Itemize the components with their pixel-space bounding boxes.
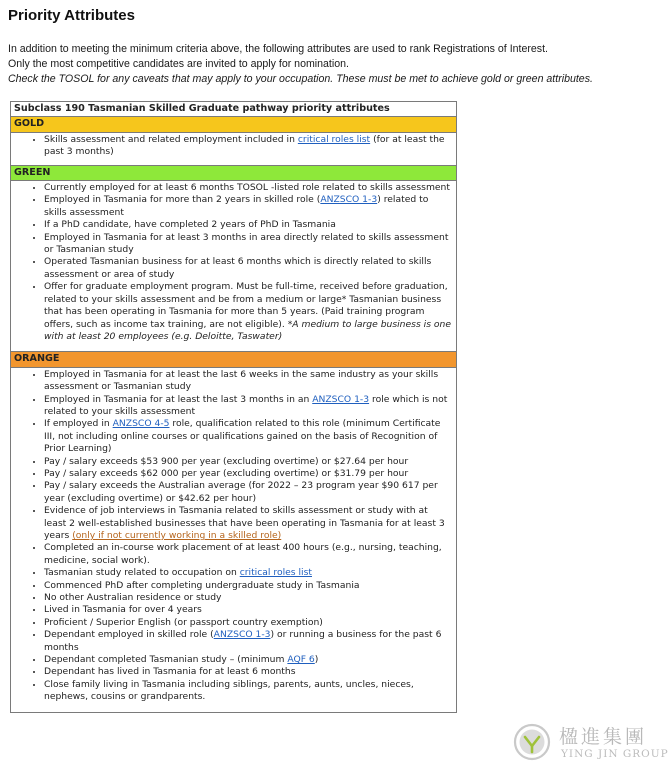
priority-attributes-table bbox=[10, 101, 457, 713]
critical-roles-link[interactable]: critical roles list bbox=[239, 567, 312, 579]
list-item: • Pay / salary exceeds the Australian average (for 2022 – 23 program year $90 617 per year (excluding overtime) or $42.62 per hour) bbox=[44, 480, 452, 505]
list-item: • Employed in Tasmania for more than 2 years in skilled role (ANZSCO 1-3) related to skills assessment bbox=[44, 194, 452, 219]
list-item: • Close family living in Tasmania including siblings, parents, aunts, uncles, nieces, nephews, cousins or grandparents. bbox=[44, 679, 452, 704]
anzsco-1-3-link[interactable]: ANZSCO 1-3 bbox=[213, 629, 271, 641]
business-size-note: *A medium to large business is one with at least 20 employees (e.g. Deloitte, Taswater) bbox=[44, 318, 452, 342]
orange-list bbox=[15, 369, 452, 704]
critical-roles-link[interactable]: critical roles list bbox=[297, 133, 371, 145]
logo-english-name: YING JIN GROUP bbox=[561, 748, 669, 760]
not-skilled-role-link[interactable]: (only if not currently working in a skilled role) bbox=[72, 530, 282, 541]
list-item: • Dependant has lived in Tasmania for at least 6 months bbox=[44, 666, 452, 678]
anzsco-1-3-link[interactable]: ANZSCO 1-3 bbox=[320, 194, 378, 206]
ying-jin-emblem-icon bbox=[512, 722, 552, 762]
intro-line-3: Check the TOSOL for any caveats that may apply to your occupation. These must be met to achieve gold or green attributes. bbox=[8, 73, 593, 85]
list-item: • If employed in ANZSCO 4-5 role, qualification related to this role (minimum Certificate III, not including online courses or qualifications gained on the basis of Recognition of Prior Learning) bbox=[44, 418, 452, 455]
anzsco-1-3-link[interactable]: ANZSCO 1-3 bbox=[312, 393, 370, 405]
list-item: • Offer for graduate employment program. Must be full-time, received before graduation, related to your skills assessment and be from a medium or large* Tasmanian business that has been operating in Tasmania for more than 5 years. (Paid training program offers, such as income tax training, are not eligible). *A medium to large business is one with at least 20 employees (e.g. Deloitte, Taswater) bbox=[44, 281, 452, 343]
intro-line-2: Only the most competitive candidates are invited to apply for nomination. bbox=[8, 58, 349, 70]
list-item: • Pay / salary exceeds $53 900 per year (excluding overtime) or $27.64 per hour bbox=[44, 456, 452, 468]
list-item: • Lived in Tasmania for over 4 years bbox=[44, 604, 452, 616]
list-item: • Evidence of job interviews in Tasmania related to skills assessment or study with at least 2 well-established businesses that have been operating in Tasmania for at least 3 years (only if not currently working in a skilled role) bbox=[44, 505, 452, 542]
list-item: • Employed in Tasmania for at least 3 months in area directly related to skills assessment or Tasmanian study bbox=[44, 232, 452, 257]
green-section bbox=[11, 181, 456, 351]
intro-line-1: In addition to meeting the minimum criteria above, the following attributes are used to rank Registrations of Interest. bbox=[8, 43, 548, 55]
watermark-logo bbox=[512, 720, 669, 764]
page-heading: Priority Attributes bbox=[8, 7, 135, 24]
orange-section bbox=[11, 368, 456, 712]
anzsco-4-5-link[interactable]: ANZSCO 4-5 bbox=[112, 418, 170, 430]
gold-section bbox=[11, 133, 456, 166]
green-band: GREEN bbox=[11, 166, 456, 181]
green-list bbox=[15, 182, 452, 343]
list-item: • Dependant employed in skilled role (ANZSCO 1-3) or running a business for the past 6 months bbox=[44, 629, 452, 654]
gold-band: GOLD bbox=[11, 117, 456, 132]
list-item: • Commenced PhD after completing undergraduate study in Tasmania bbox=[44, 580, 452, 592]
list-item: • Completed an in-course work placement of at least 400 hours (e.g., nursing, teaching, medicine, social work). bbox=[44, 542, 452, 567]
list-item: • Operated Tasmanian business for at least 6 months which is directly related to skills assessment or area of study bbox=[44, 256, 452, 281]
aqf-6-link[interactable]: AQF 6 bbox=[287, 654, 315, 666]
list-item: • Tasmanian study related to occupation on critical roles list bbox=[44, 567, 452, 579]
list-item: • Pay / salary exceeds $62 000 per year (excluding overtime) or $31.79 per hour bbox=[44, 468, 452, 480]
list-item: • Currently employed for at least 6 months TOSOL -listed role related to skills assessment bbox=[44, 182, 452, 194]
list-item: • Skills assessment and related employment included in critical roles list (for at least the past 3 months) bbox=[44, 134, 452, 159]
intro-text bbox=[8, 42, 672, 87]
logo-chinese-name: 楹進集團 bbox=[559, 726, 648, 748]
list-item: • No other Australian residence or study bbox=[44, 592, 452, 604]
list-item: • Employed in Tasmania for at least the last 3 months in an ANZSCO 1-3 role which is not related to your skills assessment bbox=[44, 394, 452, 419]
table-title: Subclass 190 Tasmanian Skilled Graduate pathway priority attributes bbox=[11, 102, 456, 117]
gold-list bbox=[15, 134, 452, 159]
list-item: • If a PhD candidate, have completed 2 years of PhD in Tasmania bbox=[44, 219, 452, 231]
list-item: • Dependant completed Tasmanian study – (minimum AQF 6) bbox=[44, 654, 452, 666]
list-item: • Proficient / Superior English (or passport country exemption) bbox=[44, 617, 452, 629]
orange-band: ORANGE bbox=[11, 351, 456, 367]
list-item: • Employed in Tasmania for at least the last 6 weeks in the same industry as your skills assessment or Tasmanian study bbox=[44, 369, 452, 394]
